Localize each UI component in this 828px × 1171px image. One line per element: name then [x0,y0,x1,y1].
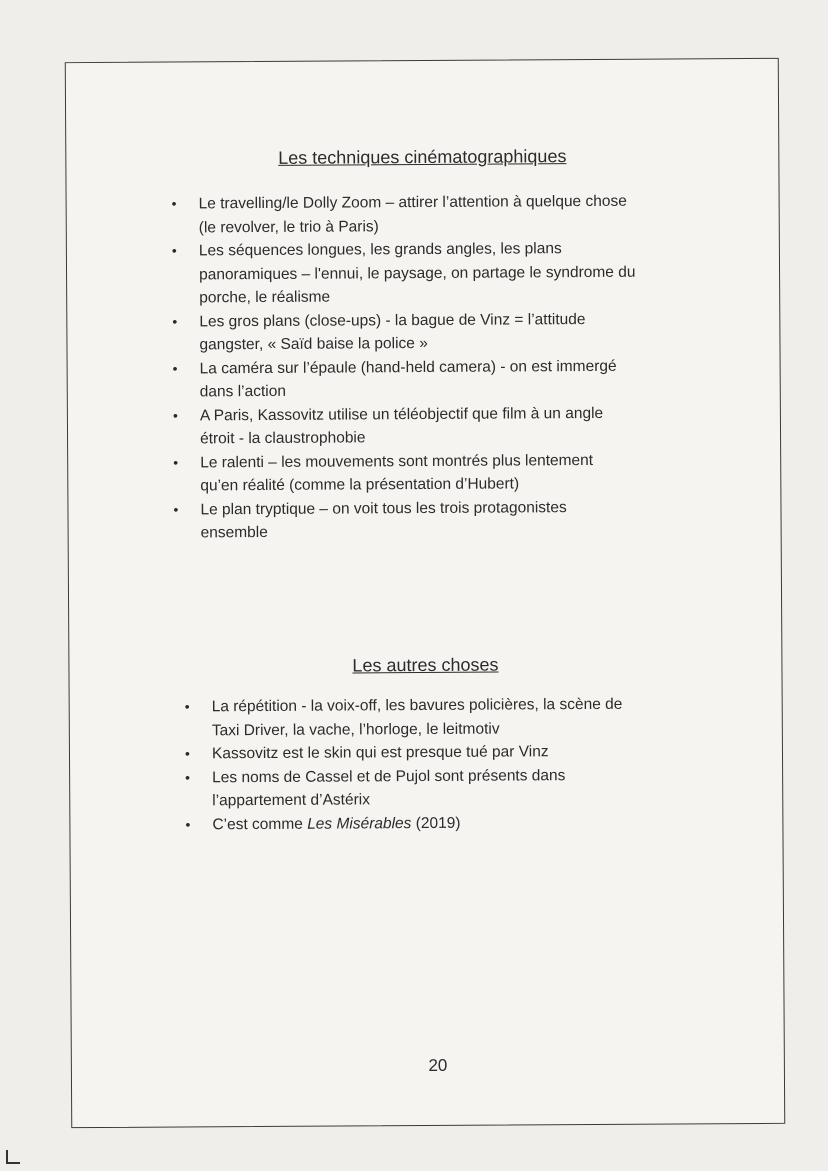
bullet-icon: • [171,242,177,259]
text-run: Les Misérables [307,814,412,833]
section-title-techniques: Les techniques cinématographiques [278,146,567,168]
text-run: (2019) [411,814,461,832]
bullet-icon: • [185,815,191,832]
page-number: 20 [428,1055,448,1075]
bullet-icon: • [173,454,179,471]
bullet-icon: • [172,407,178,424]
item-line: Taxi Driver, la vache, l’horloge, le leitmotiv [211,720,500,739]
item-line: porche, le réalisme [199,288,331,307]
list-item [171,190,636,240]
list-item [185,763,623,813]
list-item [172,354,637,404]
list-item [173,448,637,498]
bullet-icon: • [184,745,190,762]
item-line: (le revolver, le trio à Paris) [198,217,379,236]
item-line: dans l’action [199,382,286,401]
bullet-icon: • [171,195,177,212]
item-line: Le plan tryptique – on voit tous les trois protagonistes [200,498,567,518]
bullet-icon: • [173,501,179,518]
autres-list [184,693,624,837]
item-line: Le travelling/le Dolly Zoom – attirer l’attention à quelque chose [198,192,627,213]
item-line: Le ralenti – les mouvements sont montrés plus lentement [200,451,594,471]
item-line: ensemble [200,523,268,542]
item-line: Les gros plans (close-ups) - la bague de Vinz = l’attitude [199,310,586,330]
list-item [184,740,623,766]
item-line: Kassovitz est le skin qui est presque tué par Vinz [211,743,549,763]
bullet-icon: • [172,360,178,377]
item-line: gangster, « Saïd baise la police » [199,334,428,354]
list-item [173,495,637,545]
item-line [212,810,623,836]
item-line: qu’en réalité (comme la présentation d’Hubert) [200,475,520,495]
item-line: La répétition - la voix-off, les bavures policières, la scène de [211,695,623,716]
bullet-icon: • [184,698,190,715]
item-line: panoramiques – l'ennui, le paysage, on partage le syndrome du [198,263,636,283]
item-line: Les noms de Cassel et de Pujol sont présents dans [212,766,566,786]
section-title-autres: Les autres choses [352,654,499,676]
list-item [171,237,636,310]
item-line: étroit - la claustrophobie [200,429,366,448]
techniques-list [171,190,638,545]
item-line: La caméra sur l’épaule (hand-held camera) - on est immergé [199,357,617,377]
list-item [185,810,623,836]
list-item [172,307,636,357]
item-line: A Paris, Kassovitz utilise un téléobjectif que film à un angle [199,404,604,424]
text-run: C’est comme [212,815,308,833]
item-line: Les séquences longues, les grands angles, les plans [198,240,562,260]
corner-mark [6,1150,20,1164]
bullet-icon: • [172,313,178,330]
list-item [172,401,637,451]
item-line: l’appartement d’Astérix [212,791,370,810]
list-item [184,693,623,743]
page-frame [65,58,785,1128]
bullet-icon: • [185,768,191,785]
